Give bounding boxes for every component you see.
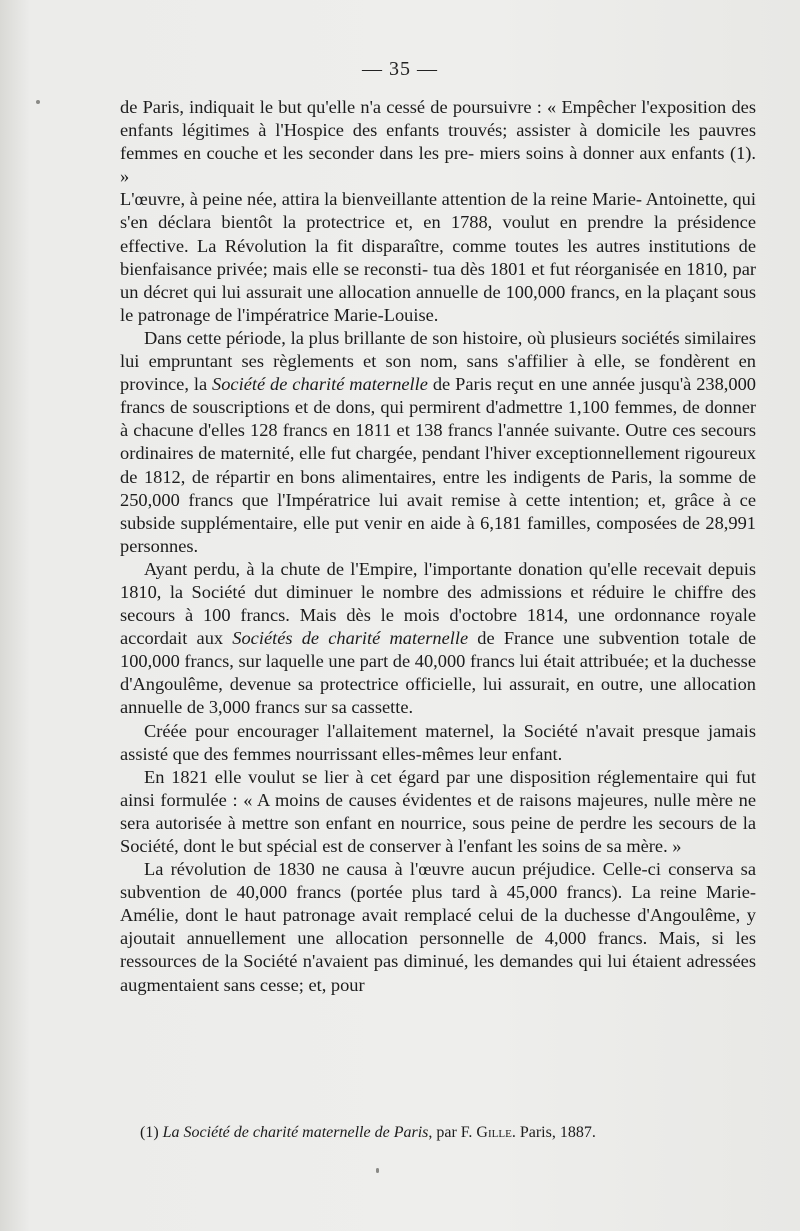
paragraph-4-text-b: de France une subvention totale de 100,000 francs, sur laquelle une part de 40,000 francs lui était attribuée; et la duchesse d'Angoulême, devenue sa protectrice officielle, lui assurait, en outre, une allocation annuelle de 3,000 francs sur sa cassette. [120, 628, 756, 718]
paragraph-3-text-a: Dans cette période, la plus brillante de son histoire, où plusieurs sociétés similaires lui empruntant ses règlements et son nom, sans s'affilier à elle, se fondèrent en province, la [120, 327, 756, 395]
paragraph-2-line-3: prendre la présidence effective. La Révolution la fit disparaître, comme [120, 212, 756, 256]
footnote-end: . Paris, 1887. [511, 1124, 596, 1141]
paragraph-2-line-6: une allocation annuelle de 100,000 francs, en la plaçant sous le patronage [120, 281, 756, 325]
paper-speck [36, 100, 40, 104]
footnote-title: La Société de charité maternelle de Paris [162, 1124, 429, 1141]
paragraph-2 [120, 188, 756, 327]
footnote-mid: , par F. [428, 1124, 477, 1141]
paragraph-2-line-1: L'œuvre, à peine née, attira la bienveillante attention de la reine Marie- [120, 189, 642, 210]
paragraph-1-line-2: l'exposition des enfants légitimes à l'Hospice des enfants trouvés; assister [120, 97, 756, 141]
paragraph-2-line-5: tua dès 1801 et fut réorganisée en 1810, par un décret qui lui assurait [120, 258, 756, 302]
footnote [140, 1122, 760, 1144]
page-body [120, 96, 756, 997]
paragraph-4-italic-title: Sociétés de charité maternelle [232, 628, 469, 649]
paragraph-7: La révolution de 1830 ne causa à l'œuvre aucun préjudice. Celle-ci conserva sa subvention de 40,000 francs (portée plus tard à 45,000 francs). La reine Marie-Amélie, dont le haut patronage avait remplacé celui de la duchesse d'Angoulême, y ajoutait annuellement une allocation personnelle de 4,000 francs. Mais, si les ressources de la Société n'avaient pas diminué, les demandes qui lui étaient adressées augmentaient sans cesse; et, pour [120, 859, 756, 995]
paragraph-4-text-a: Ayant perdu, à la chute de l'Empire, l'importante donation qu'elle recevait depuis 1810, la Société dut diminuer le nombre des admissions et réduire le chiffre des secours à 100 francs. Mais dès le mois d'octobre 1814, une ordonnance royale accordait aux [120, 558, 756, 649]
paragraph-6: En 1821 elle voulut se lier à cet égard par une disposition réglementaire qui fut ainsi formulée : « A moins de causes évidentes et de raisons majeures, nulle mère ne sera autorisée à mettre son enfant en nourrice, sous peine de perdre les secours de la Société, dont le but spécial est de conserver à l'enfant les soins de sa mère. » [120, 766, 756, 856]
paragraph-2-line-2: Antoinette, qui s'en déclara bientôt la protectrice et, en 1788, voulut en [120, 189, 756, 233]
paragraph-2-line-4: toutes les autres institutions de bienfaisance privée; mais elle se reconsti- [120, 235, 756, 279]
paragraph-1-line-4: miers soins à donner aux enfants (1). » [120, 143, 756, 187]
paragraph-1-line-3: à domicile les pauvres femmes en couche et les seconder dans les pre- [120, 120, 756, 164]
paragraph-5: Créée pour encourager l'allaitement maternel, la Société n'avait presque jamais assisté que des femmes nourrissant elles-mêmes leur enfant. [120, 720, 756, 764]
paragraph-2-line-7: de l'impératrice Marie-Louise. [214, 304, 439, 325]
footnote-author: Gille [476, 1124, 512, 1141]
paragraph-1 [120, 96, 756, 188]
paper-speck [376, 1168, 379, 1173]
paragraph-3 [120, 327, 756, 558]
paragraph-1-line-1: de Paris, indiquait le but qu'elle n'a cessé de poursuivre : « Empêcher [120, 97, 636, 117]
paragraph-4 [120, 558, 756, 720]
paragraph-3-text-b: de Paris reçut en une année jusqu'à 238,000 francs de souscriptions et de dons, qui permirent d'admettre 1,100 femmes, de donner à chacune d'elles 128 francs en 1811 et 138 francs l'année suivante. Outre ces secours ordinaires de maternité, elle fut chargée, pendant l'hiver exceptionnellement rigoureux de 1812, de répartir en bons alimentaires, entre les indigents de Paris, la somme de 250,000 francs que l'Impératrice lui avait remise à cette intention; et, grâce à ce subside supplémentaire, elle put venir en aide à 6,181 familles, composées de 28,991 personnes. [120, 374, 756, 556]
paragraph-3-italic-title: Société de charité maternelle [212, 374, 428, 395]
footnote-marker: (1) [140, 1124, 159, 1141]
page-number: — 35 — [362, 58, 438, 80]
